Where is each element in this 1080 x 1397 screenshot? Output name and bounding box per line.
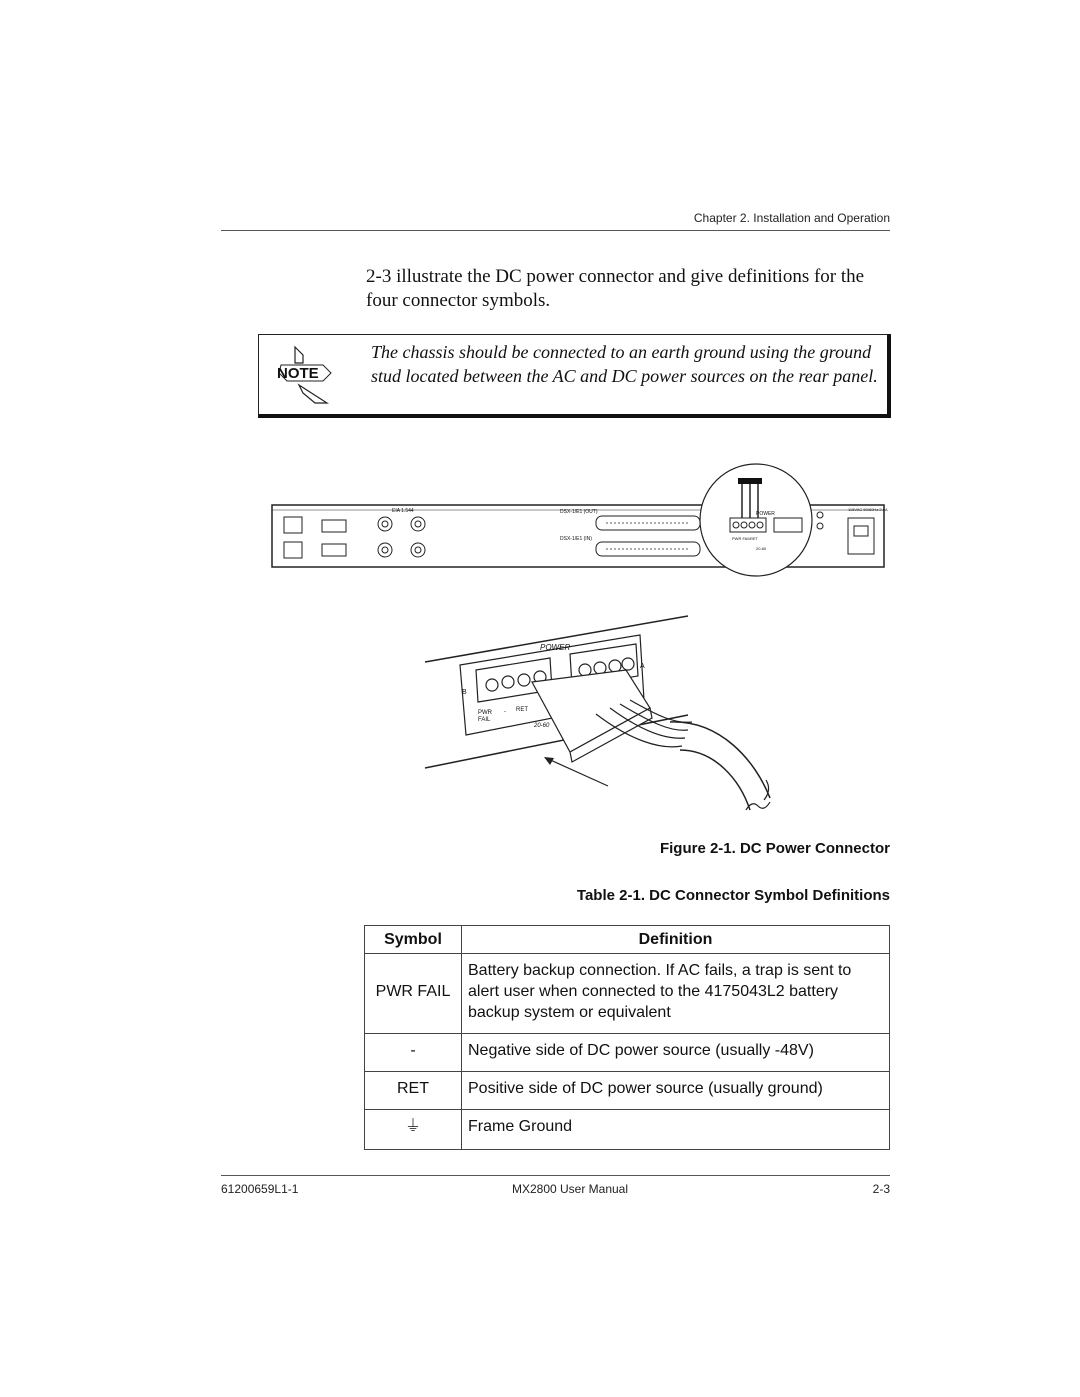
definition-header: Definition bbox=[462, 926, 890, 954]
footer-doc-number: 61200659L1-1 bbox=[221, 1182, 299, 1196]
table-row bbox=[365, 954, 890, 1034]
dsx-in-label: DSX-1/E1 (IN) bbox=[560, 536, 592, 542]
dsx-out-label: DSX-1/E1 (OUT) bbox=[560, 509, 598, 515]
detail-pwr-label: PWR bbox=[478, 710, 492, 716]
detail-power-label: POWER bbox=[540, 643, 571, 652]
table-row bbox=[365, 1034, 890, 1072]
note-icon bbox=[273, 345, 333, 405]
detail-voltage-label: 20-60 bbox=[534, 723, 550, 729]
symbol-cell: PWR FAIL bbox=[365, 954, 462, 1034]
definitions-table bbox=[364, 925, 890, 1150]
detail-ret-label: RET bbox=[516, 707, 528, 713]
definition-cell: Negative side of DC power source (usually -48V) bbox=[462, 1034, 890, 1072]
detail-b-label: B bbox=[462, 689, 467, 696]
detail-a-label: A bbox=[640, 663, 645, 670]
footer-rule bbox=[221, 1175, 890, 1176]
note-box bbox=[258, 334, 891, 418]
table-caption: Table 2-1. DC Connector Symbol Definitions bbox=[576, 887, 890, 904]
intro-paragraph: 2-3 illustrate the DC power connector and give definitions for the four connector symbols. bbox=[366, 266, 865, 311]
figure-caption: Figure 2-1. DC Power Connector bbox=[659, 840, 890, 857]
ret-label: RET bbox=[750, 536, 758, 541]
symbol-cell: RET bbox=[365, 1072, 462, 1110]
definition-cell: Frame Ground bbox=[462, 1110, 890, 1150]
definition-cell: Positive side of DC power source (usually ground) bbox=[462, 1072, 890, 1110]
note-text: The chassis should be connected to an earth ground using the ground stud located between the AC and DC power sources on the rear panel. bbox=[371, 342, 878, 386]
power-label: POWER bbox=[756, 511, 775, 517]
footer-page-number: 2-3 bbox=[872, 1182, 890, 1196]
footer-manual-title: MX2800 User Manual bbox=[511, 1182, 629, 1196]
definition-cell: Battery backup connection. If AC fails, a trap is sent to alert user when connected to the 4175043L2 battery backup system or equivalent bbox=[462, 954, 890, 1034]
ac-label: 115VAC 50/60Hz 2.0A bbox=[848, 507, 888, 512]
eia-label: EIA 1.544 bbox=[392, 508, 414, 514]
table-row bbox=[365, 1110, 890, 1150]
ground-symbol-cell: ⏚ bbox=[365, 1110, 462, 1150]
table-row bbox=[365, 1072, 890, 1110]
pwr-fail-label: PWR FAIL bbox=[732, 536, 751, 541]
running-header: Chapter 2. Installation and Operation bbox=[693, 211, 890, 225]
connector-detail-illustration bbox=[420, 610, 800, 825]
table-header-row bbox=[365, 926, 890, 954]
voltage-label: 20-60 bbox=[756, 546, 767, 551]
header-rule bbox=[221, 230, 890, 231]
symbol-header: Symbol bbox=[365, 926, 462, 954]
rear-panel-illustration bbox=[270, 460, 890, 580]
note-icon-label: NOTE bbox=[277, 365, 319, 382]
detail-minus-label: - bbox=[504, 709, 506, 715]
symbol-cell: - bbox=[365, 1034, 462, 1072]
detail-fail-label: FAIL bbox=[478, 717, 491, 723]
